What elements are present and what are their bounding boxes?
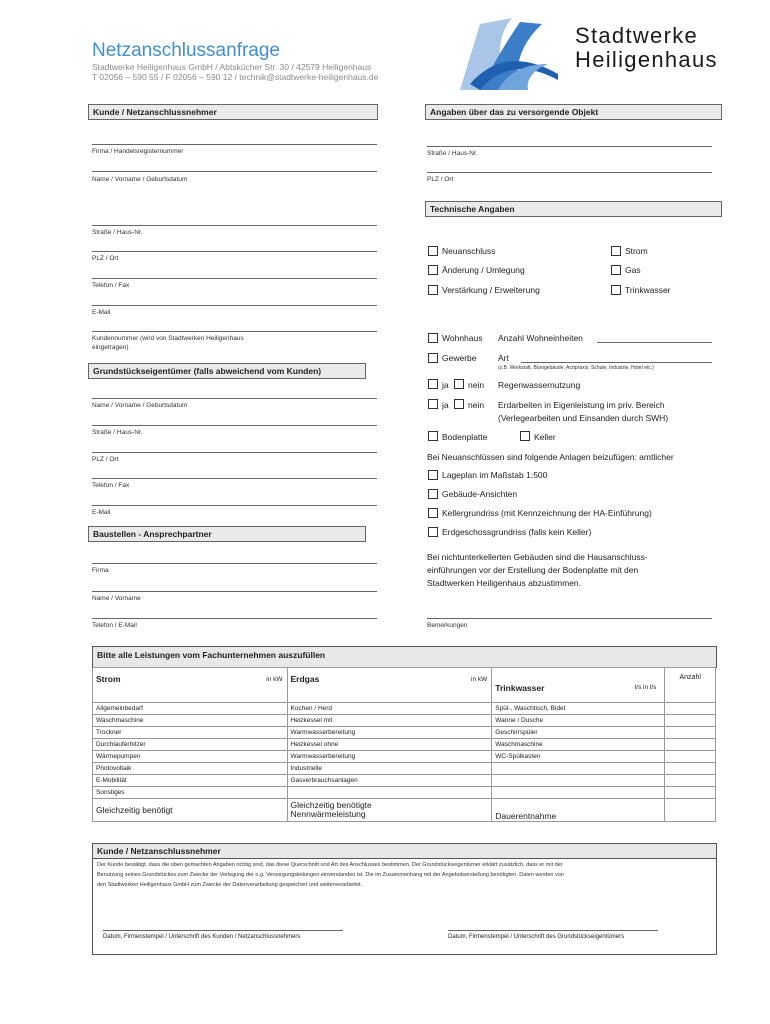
strom-col-header bbox=[93, 668, 288, 703]
gas-footer-1: Gleichzeitig benötigte bbox=[290, 800, 372, 810]
sign-customer-label: Datum, Firmenstempel / Unterschrift des Kunden / Netzanschlussnehmers bbox=[103, 934, 301, 940]
note-line-2: einführungen vor der Erstellung der Bodenplatte mit den bbox=[427, 565, 639, 575]
erdarbeiten-label-2: (Verlegearbeiten und Einsanden durch SWH) bbox=[498, 413, 669, 423]
wohnhaus-label: Wohnhaus bbox=[442, 333, 483, 343]
remarks-line[interactable] bbox=[427, 618, 712, 619]
kellergrundriss-label: Kellergrundriss (mit Kennzeichnung der HA-Einführung) bbox=[442, 508, 652, 518]
regen-nein-checkbox[interactable] bbox=[454, 379, 464, 389]
strom-cell[interactable]: Durchlauferhitzer bbox=[93, 739, 288, 751]
services-table bbox=[92, 667, 716, 822]
service-row bbox=[93, 775, 716, 787]
confirm-text-3: den Stadtwerken Heiligenhaus GmbH zum Zwecke der Datenverarbeitung gespeichert und weiterverarbeitet. bbox=[97, 882, 363, 888]
site-name-line[interactable] bbox=[92, 591, 377, 592]
erdgas-unit: in kW bbox=[471, 676, 488, 683]
anzahl-cell[interactable] bbox=[665, 715, 716, 727]
gas-footer bbox=[287, 799, 492, 822]
erd-ja-label: ja bbox=[442, 400, 449, 410]
gas-cell[interactable]: Warmwasserbereitung bbox=[287, 751, 492, 763]
wohneinheiten-line[interactable] bbox=[597, 342, 712, 343]
trinkwasser-label: Trinkwasser bbox=[625, 285, 671, 295]
gas-cell[interactable]: Industrielle bbox=[287, 763, 492, 775]
note-line-1: Bei nichtunterkellerten Gebäuden sind die Hausanschluss- bbox=[427, 552, 648, 562]
sign-customer-line[interactable] bbox=[103, 930, 343, 931]
gas-label: Gas bbox=[625, 265, 641, 275]
gas-cell[interactable]: Warmwasserbereitung bbox=[287, 727, 492, 739]
customer-number-label: Kundennummer (wird von Stadtwerken Heiligenhaus bbox=[92, 335, 244, 342]
service-row bbox=[93, 763, 716, 775]
kellergrundriss-checkbox[interactable] bbox=[428, 508, 438, 518]
owner-email-line[interactable] bbox=[92, 505, 377, 506]
owner-plz-line[interactable] bbox=[92, 452, 377, 453]
owner-name-line[interactable] bbox=[92, 398, 377, 399]
customer-heading: Kunde / Netzanschlussnehmer bbox=[88, 104, 378, 120]
wasser-col-title: Trinkwasser bbox=[495, 683, 545, 693]
object-plz-label: PLZ / Ort bbox=[427, 176, 454, 183]
art-line[interactable] bbox=[521, 362, 712, 363]
regenwasser-label: Regenwassernutzung bbox=[498, 380, 581, 390]
email-line[interactable] bbox=[92, 305, 377, 306]
owner-name-label: Name / Vorname / Geburtsdatum bbox=[92, 402, 188, 409]
confirm-text-1: Der Kunde bestätigt, dass die oben gemachten Angaben richtig sind, das diese Querschnitt und Art des Anschlusses bestimmen. Der Grundstückseigentümer erklärt zusätzlich, dass er mit der bbox=[97, 862, 563, 868]
erd-nein-checkbox[interactable] bbox=[454, 399, 464, 409]
confirm-text-2: Benutzung seines Grundstückes zum Zwecke der Verlegung der o.g. Versorgungsleitungen einverstanden ist. Die im Zusammenhang mit der Angebotserstellung benötigten. Daten werden von bbox=[97, 872, 564, 878]
bodenplatte-checkbox[interactable] bbox=[428, 431, 438, 441]
site-firma-line[interactable] bbox=[92, 563, 377, 564]
owner-phone-label: Telefon / Fax bbox=[92, 482, 130, 489]
ansichten-checkbox[interactable] bbox=[428, 489, 438, 499]
object-street-label: Straße / Haus-Nr. bbox=[427, 150, 478, 157]
wasser-cell[interactable]: Spül-, Waschtisch, Bidet bbox=[492, 703, 665, 715]
logo-line-2: Heiligenhaus bbox=[575, 47, 718, 72]
wasser-cell[interactable] bbox=[492, 763, 665, 775]
object-plz-line[interactable] bbox=[427, 172, 712, 173]
firma-label: Firma / Handelsregisternummer bbox=[92, 148, 184, 155]
object-heading: Angaben über das zu versorgende Objekt bbox=[425, 104, 722, 120]
street-line[interactable] bbox=[92, 225, 377, 226]
confirm-heading: Kunde / Netzanschlussnehmer bbox=[93, 844, 716, 859]
company-address: Stadtwerke Heiligenhaus GmbH / Abtskücher Str. 30 / 42579 Heiligenhaus bbox=[92, 62, 372, 72]
strom-cell[interactable]: Photovoltaik bbox=[93, 763, 288, 775]
ansichten-label: Gebäude-Ansichten bbox=[442, 489, 518, 499]
service-row bbox=[93, 715, 716, 727]
site-heading: Baustellen - Ansprechpartner bbox=[88, 526, 366, 542]
aenderung-label: Änderung / Umlegung bbox=[442, 265, 525, 275]
service-row bbox=[93, 739, 716, 751]
verstaerkung-label: Verstärkung / Erweiterung bbox=[442, 285, 540, 295]
eg-grundriss-label: Erdgeschossgrundriss (falls kein Keller) bbox=[442, 527, 592, 537]
regen-ja-checkbox[interactable] bbox=[428, 379, 438, 389]
page-title: Netzanschlussanfrage bbox=[92, 40, 280, 61]
strom-cell[interactable]: Allgemeinbedarf bbox=[93, 703, 288, 715]
technical-heading: Technische Angaben bbox=[425, 201, 722, 217]
strom-unit: in kW bbox=[266, 676, 283, 683]
gas-footer-2: Nennwärmeleistung bbox=[290, 809, 366, 819]
anzahl-cell[interactable] bbox=[665, 787, 716, 799]
strom-cell[interactable]: E-Mobilität bbox=[93, 775, 288, 787]
name-label: Name / Vorname / Geburtsdatum bbox=[92, 176, 188, 183]
plz-label: PLZ / Ort bbox=[92, 255, 119, 262]
wohneinheiten-label: Anzahl Wohneinheiten bbox=[498, 333, 583, 343]
neuanschluss-checkbox[interactable] bbox=[428, 246, 438, 256]
owner-street-label: Straße / Haus-Nr. bbox=[92, 429, 143, 436]
plz-line[interactable] bbox=[92, 251, 377, 252]
object-street-line[interactable] bbox=[427, 146, 712, 147]
gewerbe-checkbox[interactable] bbox=[428, 353, 438, 363]
anzahl-cell[interactable] bbox=[665, 739, 716, 751]
erdgas-col-title: Erdgas bbox=[290, 674, 320, 684]
strom-footer: Gleichzeitig benötigt bbox=[93, 799, 288, 822]
gas-cell[interactable]: Heizkessel mit bbox=[287, 715, 492, 727]
owner-email-label: E-Mail bbox=[92, 509, 111, 516]
service-row bbox=[93, 787, 716, 799]
name-line[interactable] bbox=[92, 171, 377, 172]
anzahl-cell[interactable] bbox=[665, 703, 716, 715]
anzahl-cell[interactable] bbox=[665, 727, 716, 739]
street-label: Straße / Haus-Nr. bbox=[92, 229, 143, 236]
strom-checkbox[interactable] bbox=[611, 246, 621, 256]
service-row bbox=[93, 703, 716, 715]
remarks-label: Bemerkungen bbox=[427, 622, 468, 629]
strom-cell[interactable]: Trockner bbox=[93, 727, 288, 739]
gas-checkbox[interactable] bbox=[611, 265, 621, 275]
wasser-cell[interactable]: Wanne / Dusche bbox=[492, 715, 665, 727]
eg-grundriss-checkbox[interactable] bbox=[428, 527, 438, 537]
erd-nein-label: nein bbox=[468, 400, 485, 410]
strom-cell[interactable]: Wärmepumpen bbox=[93, 751, 288, 763]
keller-checkbox[interactable] bbox=[520, 431, 530, 441]
erd-ja-checkbox[interactable] bbox=[428, 399, 438, 409]
logo-wordmark bbox=[575, 24, 718, 72]
service-row bbox=[93, 727, 716, 739]
regen-nein-label: nein bbox=[468, 380, 485, 390]
wasser-cell[interactable]: Geschirrspüler bbox=[492, 727, 665, 739]
services-heading-bar bbox=[92, 646, 717, 668]
owner-phone-line[interactable] bbox=[92, 478, 377, 479]
sign-owner-label: Datum, Firmenstempel / Unterschrift des Grundstückseigentümers bbox=[448, 934, 625, 940]
wasser-cell[interactable]: Waschmaschine bbox=[492, 739, 665, 751]
strom-cell[interactable]: Waschmaschine bbox=[93, 715, 288, 727]
anzahl-footer[interactable] bbox=[665, 799, 716, 822]
gewerbe-label: Gewerbe bbox=[442, 353, 477, 363]
anzahl-cell[interactable] bbox=[665, 775, 716, 787]
art-hint: (z.B. Werkstatt, Bürogebäude, Arztpraxis, Schule, Industrie, Hotel etc.) bbox=[498, 365, 654, 371]
anzahl-cell[interactable] bbox=[665, 763, 716, 775]
phone-line[interactable] bbox=[92, 278, 377, 279]
gas-cell[interactable]: Kochen / Herd bbox=[287, 703, 492, 715]
owner-heading: Grundstückseigentümer (falls abweichend vom Kunden) bbox=[88, 363, 366, 379]
owner-plz-label: PLZ / Ort bbox=[92, 456, 119, 463]
gas-cell[interactable] bbox=[287, 787, 492, 799]
strom-col-title: Strom bbox=[96, 674, 121, 684]
owner-street-line[interactable] bbox=[92, 425, 377, 426]
erdgas-col-header bbox=[287, 668, 492, 703]
wohnhaus-checkbox[interactable] bbox=[428, 333, 438, 343]
neuanschluss-label: Neuanschluss bbox=[442, 246, 496, 256]
regen-ja-label: ja bbox=[442, 380, 449, 390]
attachments-intro: Bei Neuanschlüssen sind folgende Anlagen beizufügen: amtlicher bbox=[427, 452, 674, 462]
customer-number-line[interactable] bbox=[92, 331, 377, 332]
services-heading: Bitte alle Leistungen vom Fachunternehmen auszufüllen bbox=[97, 650, 326, 660]
email-label: E-Mail bbox=[92, 309, 111, 316]
site-phone-label: Telefon / E-Mail bbox=[92, 622, 137, 629]
site-firma-label: Firma bbox=[92, 567, 109, 574]
strom-cell[interactable]: Sonstiges bbox=[93, 787, 288, 799]
verstaerkung-checkbox[interactable] bbox=[428, 285, 438, 295]
wasser-unit: l/s in l/s bbox=[634, 684, 657, 691]
keller-label: Keller bbox=[534, 432, 556, 442]
site-phone-line[interactable] bbox=[92, 618, 377, 619]
wasser-cell[interactable]: WC-Spülkasten bbox=[492, 751, 665, 763]
wasser-cell[interactable] bbox=[492, 775, 665, 787]
lageplan-checkbox[interactable] bbox=[428, 470, 438, 480]
trinkwasser-checkbox[interactable] bbox=[611, 285, 621, 295]
customer-number-label-2: eingetragen) bbox=[92, 344, 129, 351]
site-name-label: Name / Vorname bbox=[92, 595, 141, 602]
firma-line[interactable] bbox=[92, 144, 377, 145]
sign-owner-line[interactable] bbox=[448, 930, 658, 931]
confirm-text bbox=[97, 860, 712, 890]
wasser-footer: Dauerentnahme bbox=[492, 799, 665, 822]
gas-cell[interactable]: Gasverbrauchsanlagen bbox=[287, 775, 492, 787]
wasser-col-header bbox=[492, 668, 665, 703]
bodenplatte-label: Bodenplatte bbox=[442, 432, 488, 442]
note-line-3: Stadtwerken Heiligenhaus abzustimmen. bbox=[427, 578, 582, 588]
company-contact: T 02056 – 590 55 / F 02056 – 590 12 / technik@stadtwerke-heiligenhaus.de bbox=[92, 72, 379, 82]
erdarbeiten-label: Erdarbeiten in Eigenleistung im priv. Bereich bbox=[498, 400, 665, 410]
wasser-cell[interactable] bbox=[492, 787, 665, 799]
phone-label: Telefon / Fax bbox=[92, 282, 130, 289]
gas-cell[interactable]: Heizkessel ohne bbox=[287, 739, 492, 751]
service-row bbox=[93, 751, 716, 763]
confirm-box bbox=[92, 843, 717, 955]
anzahl-col-header: Anzahl bbox=[665, 668, 716, 703]
anzahl-cell[interactable] bbox=[665, 751, 716, 763]
stadtwerke-logo-icon bbox=[450, 14, 565, 92]
aenderung-checkbox[interactable] bbox=[428, 265, 438, 275]
lageplan-label: Lageplan im Maßstab 1:500 bbox=[442, 470, 548, 480]
strom-label: Strom bbox=[625, 246, 648, 256]
logo-line-1: Stadtwerke bbox=[575, 23, 699, 48]
art-label: Art bbox=[498, 353, 509, 363]
